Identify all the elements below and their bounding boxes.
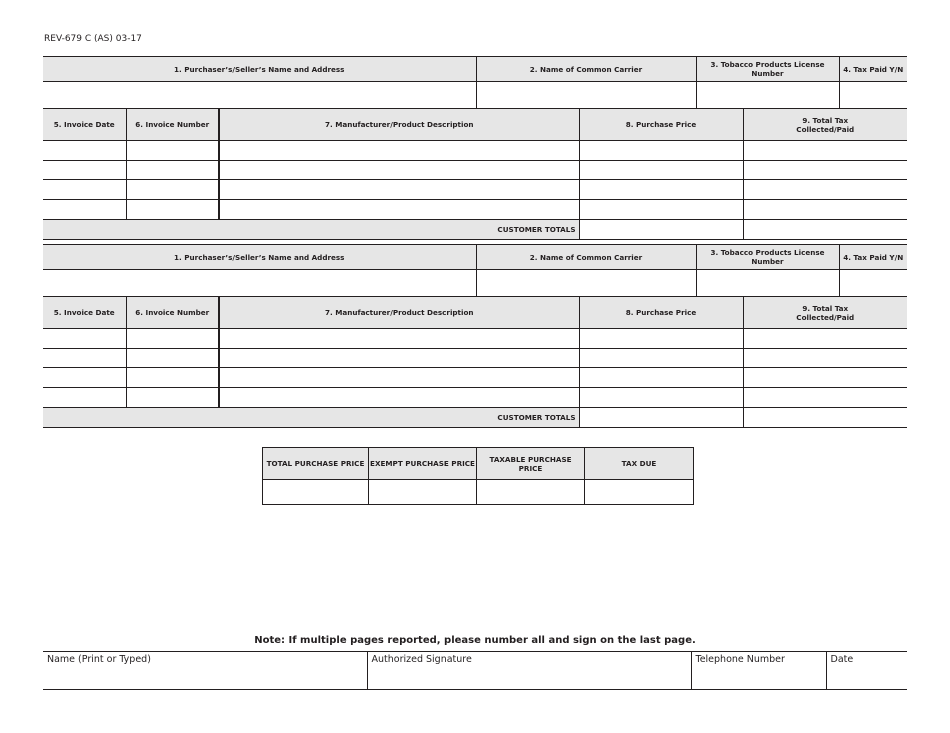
customer-totals-label: CUSTOMER TOTALS — [43, 219, 579, 239]
invoice-date-field[interactable] — [43, 180, 126, 200]
invoice-number-field[interactable] — [126, 388, 219, 408]
invoice-date-field[interactable] — [43, 368, 126, 388]
customer-totals-purchase-price-field[interactable] — [579, 407, 743, 427]
description-header: 7. Manufacturer/Product Description — [219, 109, 579, 141]
customer-block-2-items — [43, 296, 907, 428]
table-row — [43, 329, 907, 349]
license-header: 3. Tobacco Products License Number — [696, 245, 839, 270]
table-row — [43, 200, 907, 220]
form-id: REV-679 C (AS) 03-17 — [44, 34, 142, 44]
total-purchase-price-field[interactable] — [263, 480, 369, 505]
purchase-price-field[interactable] — [579, 180, 743, 200]
customer-block-2-header — [43, 244, 907, 297]
description-field[interactable] — [219, 160, 579, 180]
purchase-price-field[interactable] — [579, 200, 743, 220]
invoice-date-field[interactable] — [43, 348, 126, 368]
description-field[interactable] — [219, 141, 579, 161]
purchase-price-field[interactable] — [579, 141, 743, 161]
table-row — [43, 141, 907, 161]
customer-block-1-items — [43, 108, 907, 240]
total-tax-field[interactable] — [743, 200, 907, 220]
license-field[interactable] — [696, 270, 839, 297]
table-row — [43, 368, 907, 388]
total-tax-header-line1: 9. Total Tax — [802, 303, 849, 313]
total-tax-field[interactable] — [743, 368, 907, 388]
invoice-date-header: 5. Invoice Date — [43, 297, 126, 329]
table-row — [43, 388, 907, 408]
exempt-purchase-price-header: EXEMPT PURCHASE PRICE — [369, 448, 477, 480]
total-purchase-price-header: TOTAL PURCHASE PRICE — [263, 448, 369, 480]
customer-totals-tax-field[interactable] — [743, 407, 907, 427]
purchaser-field[interactable] — [43, 82, 476, 109]
description-field[interactable] — [219, 200, 579, 220]
name-label: Name (Print or Typed) — [47, 654, 151, 665]
total-tax-field[interactable] — [743, 329, 907, 349]
total-tax-field[interactable] — [743, 160, 907, 180]
purchase-price-header: 8. Purchase Price — [579, 109, 743, 141]
purchaser-header: 1. Purchaser’s/Seller’s Name and Address — [43, 245, 476, 270]
customer-totals-label: CUSTOMER TOTALS — [43, 407, 579, 427]
total-tax-field[interactable] — [743, 141, 907, 161]
tax-paid-field[interactable] — [839, 82, 907, 109]
customer-totals-tax-field[interactable] — [743, 219, 907, 239]
total-tax-field[interactable] — [743, 348, 907, 368]
purchase-price-field[interactable] — [579, 329, 743, 349]
total-tax-header-line2: Collected/Paid — [796, 312, 855, 322]
tax-due-header: TAX DUE — [585, 448, 694, 480]
description-field[interactable] — [219, 180, 579, 200]
invoice-date-field[interactable] — [43, 160, 126, 180]
tax-paid-header: 4. Tax Paid Y/N — [839, 245, 907, 270]
purchase-price-field[interactable] — [579, 160, 743, 180]
signature-table — [43, 651, 907, 690]
description-field[interactable] — [219, 388, 579, 408]
invoice-number-field[interactable] — [126, 180, 219, 200]
table-row — [43, 348, 907, 368]
total-tax-header-line2: Collected/Paid — [796, 124, 855, 134]
invoice-number-field[interactable] — [126, 141, 219, 161]
license-header: 3. Tobacco Products License Number — [696, 57, 839, 82]
purchase-price-field[interactable] — [579, 388, 743, 408]
date-label: Date — [830, 654, 854, 665]
invoice-date-field[interactable] — [43, 388, 126, 408]
summary-table — [262, 447, 694, 505]
total-tax-header — [743, 109, 907, 141]
invoice-date-header: 5. Invoice Date — [43, 109, 126, 141]
purchaser-field[interactable] — [43, 270, 476, 297]
multi-page-note: Note: If multiple pages reported, please number all and sign on the last page. — [254, 635, 696, 646]
total-tax-header-line1: 9. Total Tax — [802, 115, 849, 125]
description-field[interactable] — [219, 368, 579, 388]
telephone-label: Telephone Number — [695, 654, 785, 665]
customer-block-1-header — [43, 56, 907, 109]
invoice-number-header: 6. Invoice Number — [126, 109, 219, 141]
customer-totals-purchase-price-field[interactable] — [579, 219, 743, 239]
description-field[interactable] — [219, 348, 579, 368]
date-field[interactable] — [826, 652, 907, 690]
invoice-number-field[interactable] — [126, 368, 219, 388]
total-tax-header — [743, 297, 907, 329]
table-row — [43, 160, 907, 180]
purchase-price-field[interactable] — [579, 348, 743, 368]
invoice-number-field[interactable] — [126, 348, 219, 368]
invoice-number-field[interactable] — [126, 200, 219, 220]
tax-paid-header: 4. Tax Paid Y/N — [839, 57, 907, 82]
total-tax-field[interactable] — [743, 180, 907, 200]
description-field[interactable] — [219, 329, 579, 349]
tax-due-field[interactable] — [585, 480, 694, 505]
taxable-purchase-price-field[interactable] — [477, 480, 585, 505]
table-row — [43, 180, 907, 200]
invoice-number-field[interactable] — [126, 160, 219, 180]
invoice-date-field[interactable] — [43, 141, 126, 161]
description-header: 7. Manufacturer/Product Description — [219, 297, 579, 329]
carrier-header: 2. Name of Common Carrier — [476, 57, 696, 82]
taxable-purchase-price-header: TAXABLE PURCHASE PRICE — [477, 448, 585, 480]
license-field[interactable] — [696, 82, 839, 109]
invoice-date-field[interactable] — [43, 200, 126, 220]
invoice-number-header: 6. Invoice Number — [126, 297, 219, 329]
invoice-date-field[interactable] — [43, 329, 126, 349]
name-field[interactable] — [43, 652, 367, 690]
telephone-field[interactable] — [691, 652, 826, 690]
authorized-signature-field[interactable] — [367, 652, 691, 690]
purchase-price-field[interactable] — [579, 368, 743, 388]
tax-paid-field[interactable] — [839, 270, 907, 297]
purchase-price-header: 8. Purchase Price — [579, 297, 743, 329]
purchaser-header: 1. Purchaser’s/Seller’s Name and Address — [43, 57, 476, 82]
authorized-signature-label: Authorized Signature — [371, 654, 472, 665]
carrier-header: 2. Name of Common Carrier — [476, 245, 696, 270]
carrier-field[interactable] — [476, 270, 696, 297]
carrier-field[interactable] — [476, 82, 696, 109]
total-tax-field[interactable] — [743, 388, 907, 408]
invoice-number-field[interactable] — [126, 329, 219, 349]
exempt-purchase-price-field[interactable] — [369, 480, 477, 505]
